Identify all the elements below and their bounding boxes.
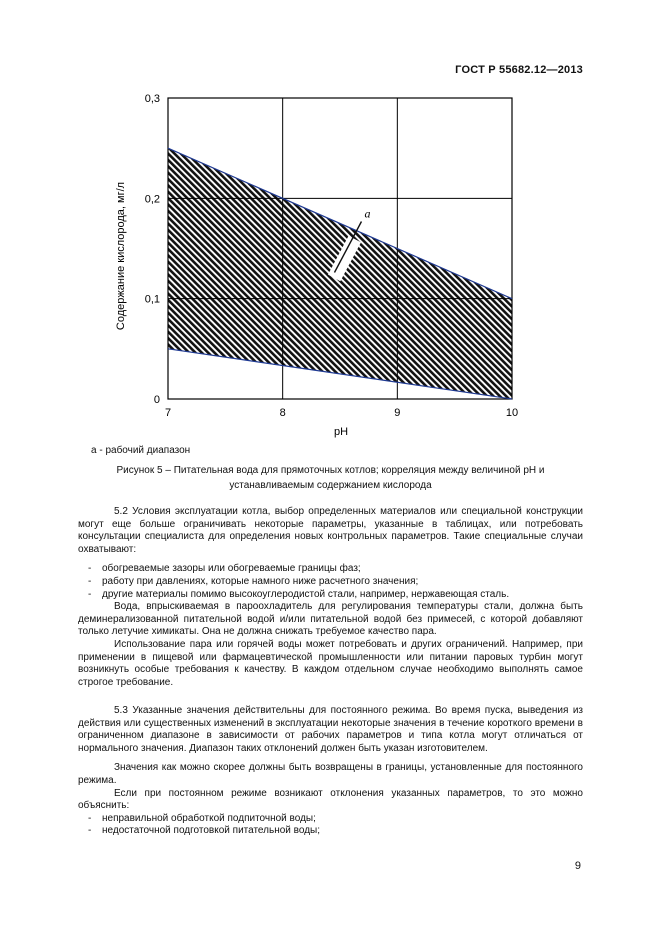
y-axis-label: Содержание кислорода, мг/л xyxy=(115,181,127,331)
x-tick-label: 7 xyxy=(164,407,172,419)
paragraph-steam: Использование пара или горячей воды может потребовать и других ограничений. Например, при применении в пищевой или фармацевтической промышленности или питании паровых турбин могут возникнуть особые требования к качеству. В каждом отдельном случае необходимо выполнять самое строгое требование. xyxy=(78,638,583,688)
paragraph-5-3: 5.3 Указанные значения действительны для постоянного режима. Во время пуска, выведения из действия или существенных изменений в эксплуатации некоторые значения в течение короткого времени в ограниченном диапазоне в зависимости от рабочих параметров и типа котла могут отличаться от нормального значения. Диапазон таких отклонений должен быть указан изготовителем. xyxy=(78,705,583,754)
list-item: - неправильной обработкой подпиточной воды; xyxy=(88,812,316,824)
x-tick-label: 10 xyxy=(505,407,519,419)
list-item: - недостаточной подготовкой питательной воды; xyxy=(88,825,320,837)
figure-legend: a - рабочий диапазон xyxy=(91,445,191,456)
figure-caption-line1: Рисунок 5 – Питательная вода для прямоточных котлов; корреляция между величиной pH и xyxy=(116,465,545,476)
section-5-3 xyxy=(78,705,583,838)
y-tick-label: 0 xyxy=(153,394,160,406)
list-item: - другие материалы помимо высокоуглеродистой стали, например, нержавеющая сталь. xyxy=(88,588,510,600)
y-tick-label: 0,1 xyxy=(144,293,160,306)
paragraph-5-2: 5.2 Условия эксплуатации котла, выбор определенных материалов или специальной конструкции могут еще больше ограничивать некоторые параметры, указанные в таблицах, или потребовать консультации специалиста для определения новых контрольных параметров. Такие специальные случаи охватывают: xyxy=(78,506,583,555)
x-axis-label: pH xyxy=(333,426,349,438)
chart-svg xyxy=(0,0,661,460)
annotation-label: a xyxy=(364,206,371,221)
x-tick-label: 8 xyxy=(279,407,286,419)
y-tick-label: 0,3 xyxy=(144,93,160,105)
list-item: - обогреваемые зазоры или обогреваемые границы фаз; xyxy=(88,563,361,575)
paragraph-water: Вода, впрыскиваемая в пароохладитель для регулирования температуры стали, должна быть деминерализованной питательной водой и/или питательной водой без примесей, с которой добавляют только летучие химикаты. Она не должна снижать требуемое качество пара. xyxy=(78,601,583,638)
figure-chart xyxy=(0,0,661,460)
page-number: 9 xyxy=(574,860,581,872)
document-code: ГОСТ Р 55682.12—2013 xyxy=(455,64,583,76)
figure-caption-line2: устанавливаемым содержанием кислорода xyxy=(229,480,432,491)
list-item: - работу при давлениях, которые намного ниже расчетного значения; xyxy=(88,575,419,587)
section-5-2 xyxy=(78,506,583,689)
paragraph-return: Значения как можно скорее должны быть возвращены в границы, установленные для постоянного режима. xyxy=(78,762,583,786)
y-tick-label: 0,2 xyxy=(144,193,160,206)
paragraph-if: Если при постоянном режиме возникают отклонения указанных параметров, то это можно объяснить: xyxy=(78,787,583,812)
x-tick-label: 9 xyxy=(394,407,401,419)
